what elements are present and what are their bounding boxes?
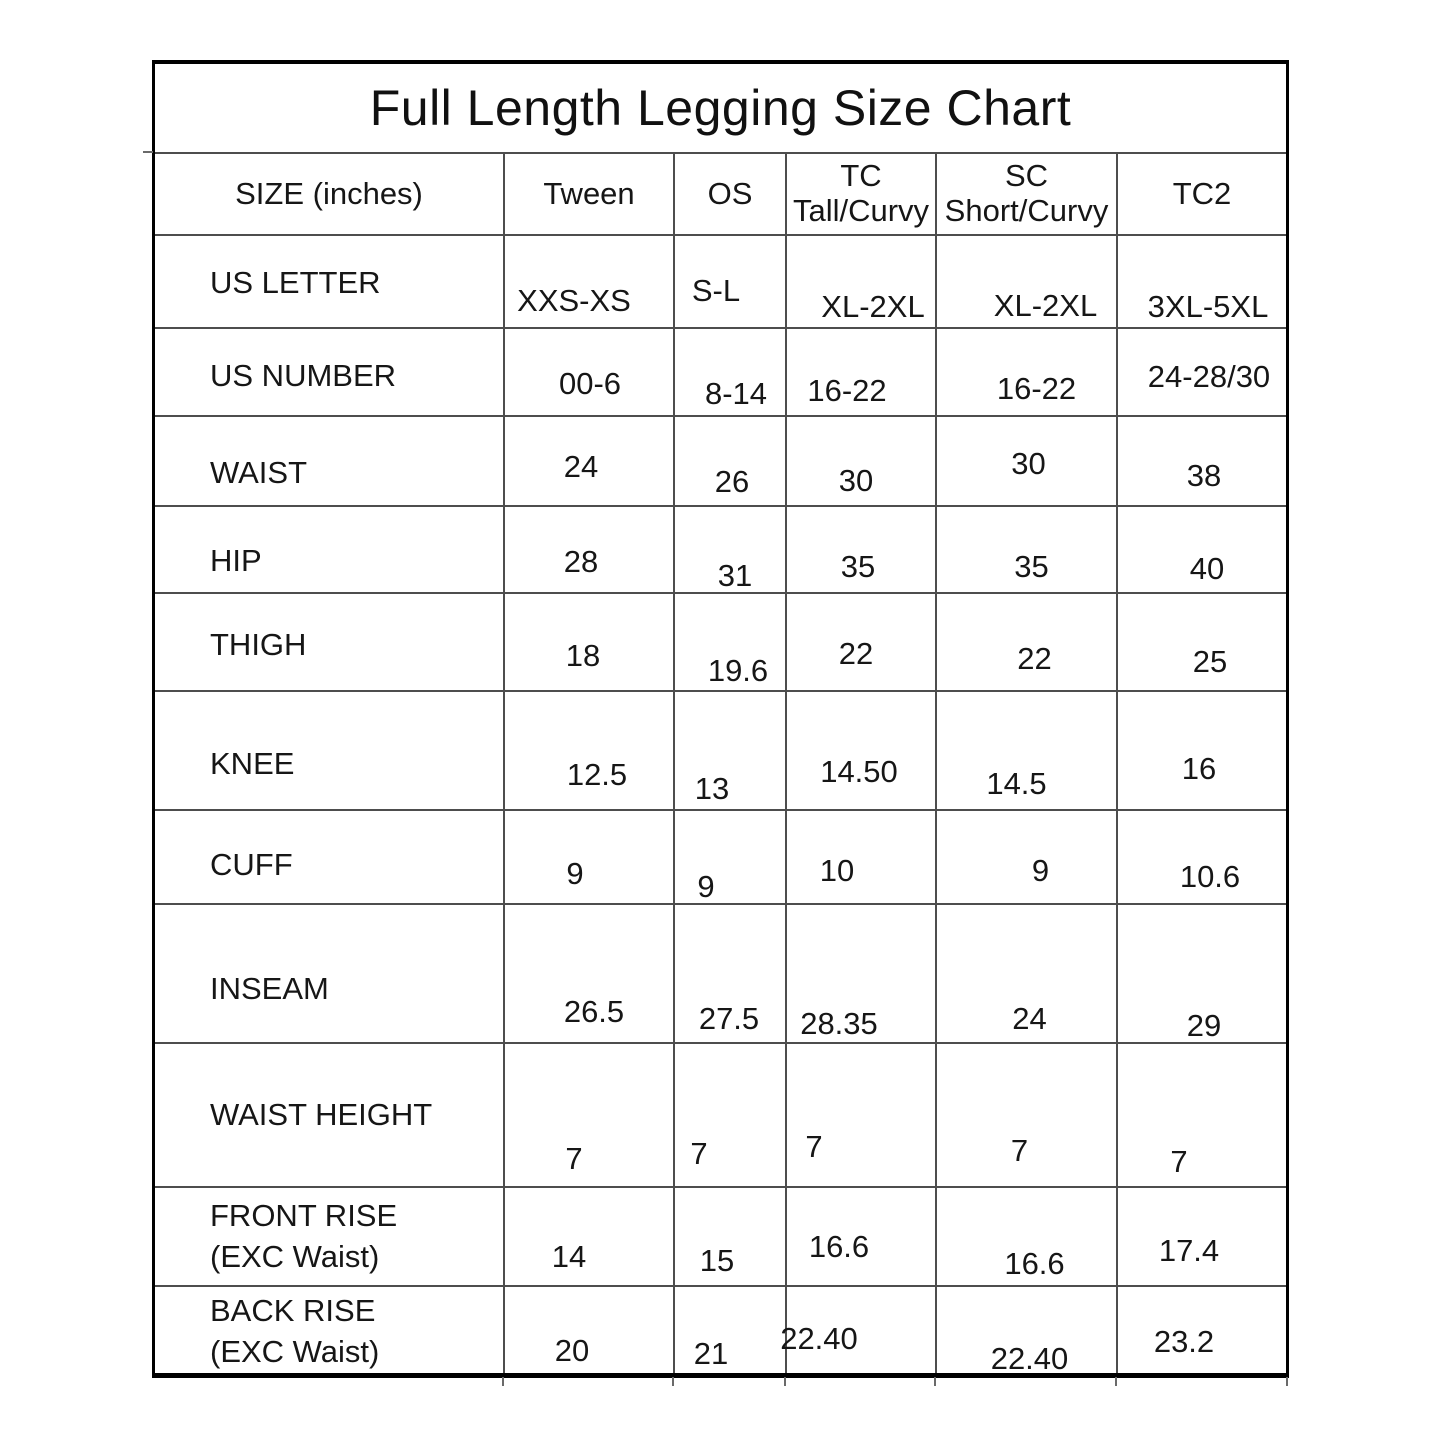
- size-chart-table: [152, 60, 1289, 1378]
- cell-value: 38: [1186, 458, 1222, 493]
- cell-us-letter-tc2: [1116, 236, 1286, 327]
- cell-value: 23.2: [1153, 1324, 1215, 1359]
- table-row-inseam: [155, 903, 1286, 1042]
- cell-thigh-tween: [503, 594, 673, 690]
- cell-back-rise-tween: [503, 1287, 673, 1373]
- cell-value: 22.40: [780, 1321, 858, 1356]
- cell-value: 30: [838, 463, 874, 498]
- table-row-us-number: [155, 327, 1286, 415]
- cell-front-rise-os: [673, 1188, 785, 1285]
- cell-value: XXS-XS: [517, 283, 631, 318]
- cell-cuff-os: [673, 811, 785, 903]
- cell-value: 15: [699, 1243, 735, 1278]
- cell-value: 14.50: [820, 754, 898, 789]
- cell-value: 28: [563, 544, 599, 579]
- row-label-text: FRONT RISE: [210, 1197, 398, 1233]
- cell-inseam-tc2: [1116, 905, 1286, 1042]
- cell-us-letter-tc: [785, 236, 935, 327]
- row-label-thigh: [155, 594, 503, 690]
- cell-value: 24-28/30: [1147, 359, 1271, 394]
- row-label-text: BACK RISE: [210, 1293, 376, 1329]
- cell-inseam-tc: [785, 905, 935, 1042]
- row-label-subtext: (EXC Waist): [210, 1238, 380, 1274]
- cell-value: 35: [840, 549, 876, 584]
- cell-us-number-tc2: [1116, 329, 1286, 415]
- cell-waist-tc: [785, 417, 935, 505]
- cell-thigh-sc: [935, 594, 1116, 690]
- table-row-back-rise: [155, 1285, 1286, 1376]
- cell-us-number-tc: [785, 329, 935, 415]
- cell-value: 16: [1181, 751, 1217, 786]
- cell-waist-tween: [503, 417, 673, 505]
- cell-waist-os: [673, 417, 785, 505]
- cell-knee-os: [673, 692, 785, 809]
- table-row-waist: [155, 415, 1286, 505]
- cell-thigh-tc: [785, 594, 935, 690]
- cell-value: 18: [565, 638, 601, 673]
- row-label-hip: [155, 507, 503, 592]
- row-label-text: US LETTER: [210, 265, 381, 301]
- cell-back-rise-tc: [780, 1287, 935, 1373]
- row-label-text: WAIST: [210, 454, 308, 490]
- table-row-thigh: [155, 592, 1286, 690]
- cell-inseam-tween: [503, 905, 673, 1042]
- column-tick-mark: [1115, 1377, 1117, 1386]
- cell-value: 14: [551, 1239, 587, 1274]
- cell-value: 31: [717, 558, 753, 593]
- cell-value: 27.5: [698, 1001, 760, 1036]
- cell-value: 26.5: [563, 994, 625, 1029]
- row-label-text: THIGH: [210, 626, 307, 662]
- row-label-subtext: (EXC Waist): [210, 1334, 380, 1369]
- column-tick-mark: [502, 1377, 504, 1386]
- cell-us-number-tween: [503, 329, 673, 415]
- cell-value: 22.40: [990, 1341, 1069, 1376]
- cell-knee-tc2: [1116, 692, 1286, 809]
- cell-value: 24: [563, 449, 599, 484]
- cell-value: 7: [565, 1141, 583, 1176]
- table-row-us-letter: [155, 234, 1286, 327]
- cell-value: XL-2XL: [821, 289, 925, 324]
- table-row-front-rise: [155, 1186, 1286, 1285]
- cell-value: 7: [1010, 1133, 1029, 1168]
- header-row: [155, 154, 1286, 234]
- column-header-sublabel: Short/Curvy: [944, 193, 1109, 228]
- column-tick-mark: [784, 1377, 786, 1386]
- row-label-text: US NUMBER: [210, 357, 397, 393]
- cell-value: 20: [554, 1333, 590, 1368]
- cell-us-letter-sc: [935, 236, 1116, 327]
- cell-waist-height-os: [673, 1044, 785, 1186]
- column-header-sc: [935, 154, 1116, 234]
- cell-knee-tween: [503, 692, 673, 809]
- table-row-cuff: [155, 809, 1286, 903]
- column-tick-mark: [672, 1377, 674, 1386]
- cell-back-rise-sc: [935, 1287, 1116, 1376]
- cell-value: 16-22: [807, 373, 887, 408]
- cell-waist-height-tc2: [1116, 1044, 1286, 1186]
- cell-back-rise-os: [673, 1287, 785, 1373]
- column-header-label: OS: [707, 175, 753, 211]
- cell-hip-sc: [935, 507, 1116, 592]
- cell-waist-height-tc: [785, 1044, 935, 1186]
- cell-value: 21: [693, 1336, 729, 1371]
- column-header-os: [673, 154, 785, 234]
- column-header-sublabel: Tall/Curvy: [792, 193, 930, 228]
- cell-value: 26: [714, 464, 750, 499]
- cell-inseam-os: [673, 905, 785, 1042]
- column-header-label: Tween: [543, 175, 635, 211]
- cell-hip-tc: [785, 507, 935, 592]
- title-rule-overhang: [143, 151, 153, 153]
- cell-us-letter-os: [673, 236, 785, 327]
- cell-value: 25: [1192, 644, 1228, 679]
- row-label-waist: [155, 417, 503, 505]
- row-label-us-letter: [155, 236, 503, 327]
- cell-knee-tc: [785, 692, 935, 809]
- cell-value: 3XL-5XL: [1147, 289, 1269, 324]
- cell-front-rise-sc: [935, 1188, 1116, 1285]
- row-label-text: KNEE: [210, 746, 295, 782]
- row-label-back-rise: [155, 1287, 503, 1373]
- cell-inseam-sc: [935, 905, 1116, 1042]
- row-label-knee: [155, 692, 503, 809]
- column-header-tc: [785, 154, 935, 234]
- cell-value: 16.6: [1004, 1246, 1065, 1281]
- table-row-knee: [155, 690, 1286, 809]
- cell-cuff-tc2: [1116, 811, 1286, 903]
- cell-waist-sc: [935, 417, 1116, 505]
- cell-hip-os: [673, 507, 785, 592]
- cell-value: 7: [1170, 1144, 1188, 1179]
- cell-value: 28.35: [800, 1006, 878, 1041]
- cell-cuff-tween: [503, 811, 673, 903]
- cell-value: 30: [1011, 446, 1046, 481]
- row-label-waist-height: [155, 1044, 503, 1186]
- column-header-tc2: [1116, 154, 1286, 234]
- cell-hip-tween: [503, 507, 673, 592]
- cell-value: 14.5: [986, 766, 1047, 801]
- row-label-text: WAIST HEIGHT: [210, 1096, 433, 1132]
- cell-value: 40: [1189, 551, 1225, 586]
- cell-thigh-tc2: [1116, 594, 1286, 690]
- cell-cuff-tc: [785, 811, 935, 903]
- column-tick-mark: [1286, 1377, 1288, 1386]
- cell-front-rise-tc2: [1116, 1188, 1286, 1285]
- cell-value: S-L: [691, 273, 741, 308]
- cell-knee-sc: [935, 692, 1116, 809]
- column-header-tween: [503, 154, 673, 234]
- row-label-cuff: [155, 811, 503, 903]
- row-label-inseam: [155, 905, 503, 1042]
- cell-waist-height-tween: [503, 1044, 673, 1186]
- cell-back-rise-tc2: [1116, 1287, 1286, 1373]
- cell-front-rise-tween: [503, 1188, 673, 1285]
- cell-us-number-os: [673, 329, 785, 415]
- cell-waist-height-sc: [935, 1044, 1116, 1186]
- cell-value: 24: [1012, 1001, 1047, 1036]
- cell-value: 13: [694, 771, 730, 806]
- cell-value: 19.6: [707, 653, 769, 688]
- cell-value: XL-2XL: [993, 288, 1098, 323]
- cell-value: 9: [1031, 853, 1050, 888]
- cell-value: 16-22: [996, 371, 1077, 406]
- cell-front-rise-tc: [785, 1188, 935, 1285]
- cell-value: 7: [690, 1136, 708, 1171]
- cell-value: 10: [819, 853, 855, 888]
- cell-us-number-sc: [935, 329, 1116, 415]
- column-header-label: TC: [840, 158, 882, 194]
- cell-value: 9: [566, 856, 584, 891]
- cell-value: 9: [697, 869, 715, 904]
- cell-value: 22: [838, 636, 874, 671]
- cell-value: 10.6: [1179, 859, 1241, 894]
- chart-title: Full Length Legging Size Chart: [369, 80, 1072, 136]
- cell-us-letter-tween: [503, 236, 673, 327]
- column-header-label: TC2: [1172, 175, 1232, 211]
- cell-value: 29: [1186, 1008, 1222, 1043]
- cell-value: 35: [1014, 549, 1049, 584]
- cell-value: 12.5: [566, 757, 628, 792]
- column-header-label: SIZE (inches): [235, 175, 423, 211]
- cell-value: 8-14: [704, 376, 768, 411]
- cell-cuff-sc: [935, 811, 1116, 903]
- column-header-size: [155, 154, 503, 234]
- row-label-text: CUFF: [210, 846, 293, 882]
- cell-hip-tc2: [1116, 507, 1286, 592]
- cell-value: 7: [805, 1129, 823, 1164]
- cell-value: 22: [1017, 641, 1052, 676]
- column-header-label: SC: [1004, 158, 1049, 194]
- title-row: [155, 64, 1286, 154]
- row-label-text: HIP: [210, 543, 262, 579]
- table-row-waist-height: [155, 1042, 1286, 1186]
- cell-waist-tc2: [1116, 417, 1286, 505]
- row-label-front-rise: [155, 1188, 503, 1285]
- cell-thigh-os: [673, 594, 785, 690]
- row-label-us-number: [155, 329, 503, 415]
- cell-value: 00-6: [558, 366, 622, 401]
- cell-value: 16.6: [808, 1229, 870, 1264]
- row-label-text: INSEAM: [210, 971, 329, 1007]
- table-row-hip: [155, 505, 1286, 592]
- column-tick-mark: [934, 1377, 936, 1386]
- cell-value: 17.4: [1158, 1233, 1220, 1268]
